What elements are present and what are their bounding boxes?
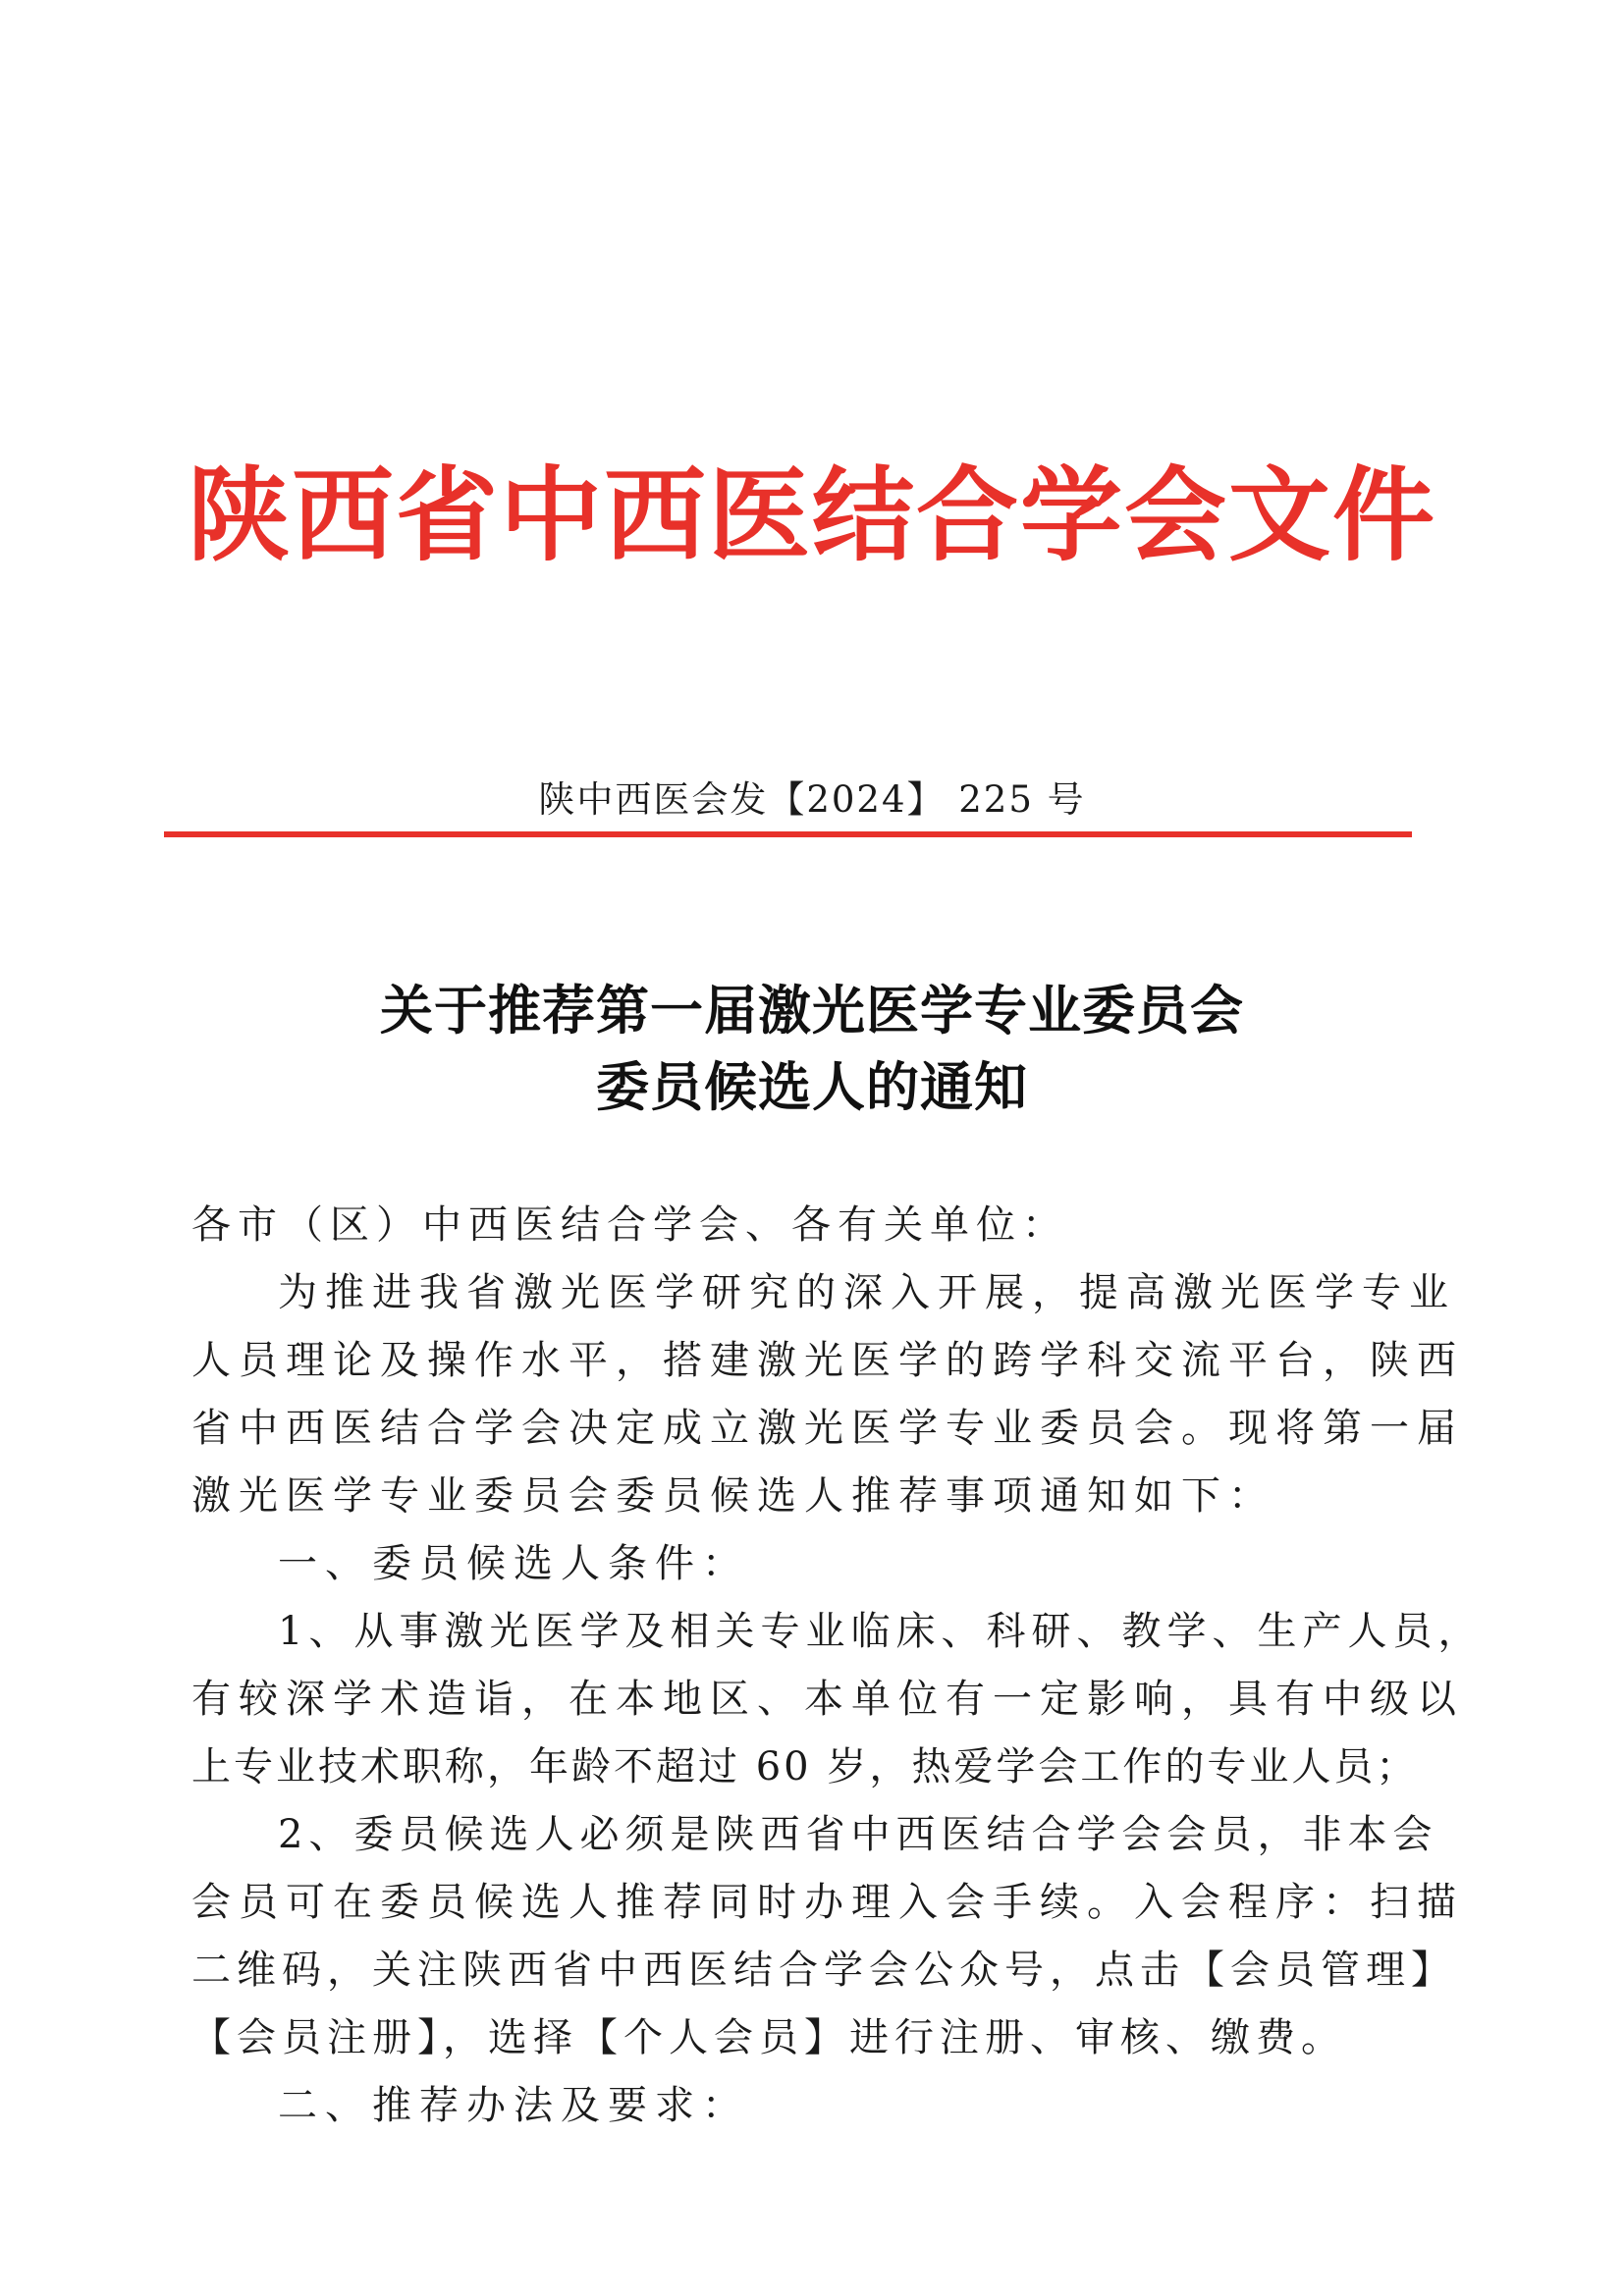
body-line: 二维码，关注陕西省中西医结合学会公众号，点击【会员管理】 [191, 1948, 1456, 1993]
body-line: 人员理论及操作水平，搭建激光医学的跨学科交流平台，陕西 [191, 1338, 1464, 1383]
notice-title-line-2: 委员候选人的通知 [596, 1055, 1028, 1118]
body-line: 激光医学专业委员会委员候选人推荐事项通知如下： [191, 1473, 1275, 1519]
notice-title-line-1: 关于推荐第一届激光医学专业委员会 [380, 979, 1244, 1041]
org-letterhead-title: 陕西省中西医结合学会文件 [187, 454, 1436, 575]
body-line: 上专业技术职称，年龄不超过 60 岁，热爱学会工作的专业人员； [191, 1744, 1419, 1789]
red-divider-rule [164, 831, 1412, 837]
body-line: 2、委员候选人必须是陕西省中西医结合学会会员，非本会 [278, 1812, 1438, 1857]
salutation-line: 各市（区）中西医结合学会、各有关单位： [191, 1202, 1068, 1248]
body-line: 为推进我省激光医学研究的深入开展，提高激光医学专业 [278, 1270, 1456, 1315]
section-heading-1: 一、委员候选人条件： [278, 1541, 749, 1586]
document-number: 陕中西医会发【2024】 225 号 [538, 778, 1086, 821]
body-line: 有较深学术造诣，在本地区、本单位有一定影响，具有中级以 [191, 1677, 1464, 1722]
body-line: 省中西医结合学会决定成立激光医学专业委员会。现将第一届 [191, 1406, 1464, 1451]
body-line: 【会员注册】，选择【个人会员】进行注册、审核、缴费。 [191, 2015, 1346, 2060]
body-line: 1、从事激光医学及相关专业临床、科研、教学、生产人员， [278, 1609, 1484, 1654]
body-line: 会员可在委员候选人推荐同时办理入会手续。入会程序：扫描 [191, 1880, 1464, 1925]
notice-title [0, 972, 1624, 1125]
section-heading-2: 二、推荐办法及要求： [278, 2083, 749, 2128]
notice-body [191, 1192, 1484, 2140]
